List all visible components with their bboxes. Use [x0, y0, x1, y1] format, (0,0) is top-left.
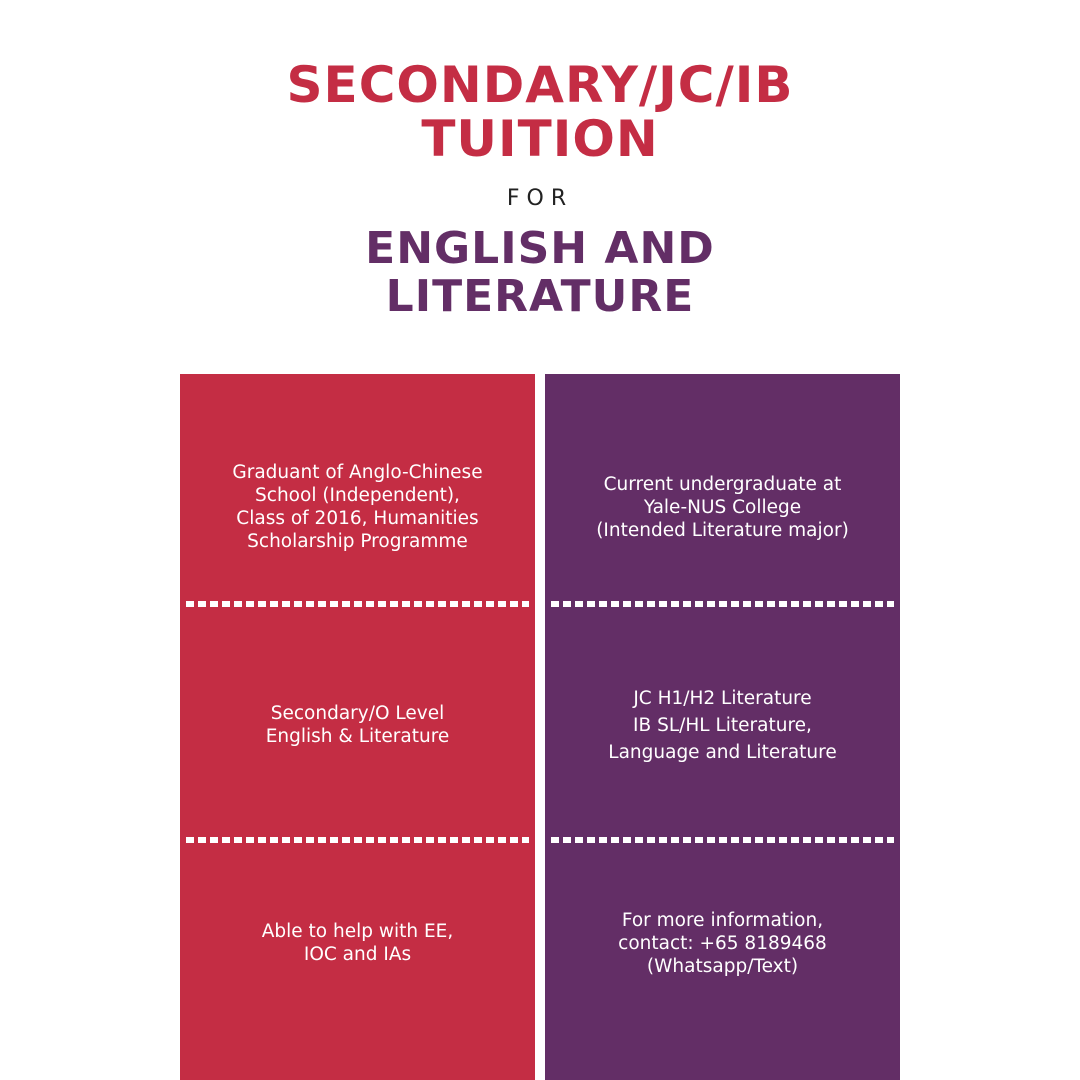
subject-line-2: LITERATURE	[385, 271, 695, 322]
right-divider-2	[551, 837, 894, 843]
right-cell-contact-text: For more information, contact: +65 8189468 (Whatsapp/Text)	[618, 909, 827, 977]
left-cell-services	[180, 846, 535, 1080]
left-cell-levels	[180, 610, 535, 840]
left-cell-services-text: Able to help with EE, IOC and IAs	[261, 921, 454, 965]
left-column	[180, 374, 535, 1080]
left-divider-2	[186, 837, 529, 843]
right-cell-contact	[545, 846, 900, 1080]
subject-line-1: ENGLISH AND	[365, 223, 715, 274]
right-cell-levels-text: JC H1/H2 Literature IB SL/HL Literature, Language and Literature	[608, 687, 837, 763]
right-cell-education-text: Current undergraduate at Yale-NUS College (Intended Literature major)	[596, 473, 849, 541]
connector-text: FOR	[506, 186, 574, 211]
right-cell-education	[545, 374, 900, 604]
left-divider-1	[186, 601, 529, 607]
right-cell-levels	[545, 610, 900, 840]
title-line-1: SECONDARY/JC/IB	[286, 56, 794, 114]
left-cell-levels-text: Secondary/O Level English & Literature	[265, 703, 450, 747]
left-cell-education-text: Graduant of Anglo-Chinese School (Independent), Class of 2016, Humanities Scholarship Programme	[232, 462, 483, 552]
right-column	[545, 374, 900, 1080]
title-line-2: TUITION	[421, 110, 659, 168]
left-cell-education	[180, 374, 535, 604]
right-divider-1	[551, 601, 894, 607]
